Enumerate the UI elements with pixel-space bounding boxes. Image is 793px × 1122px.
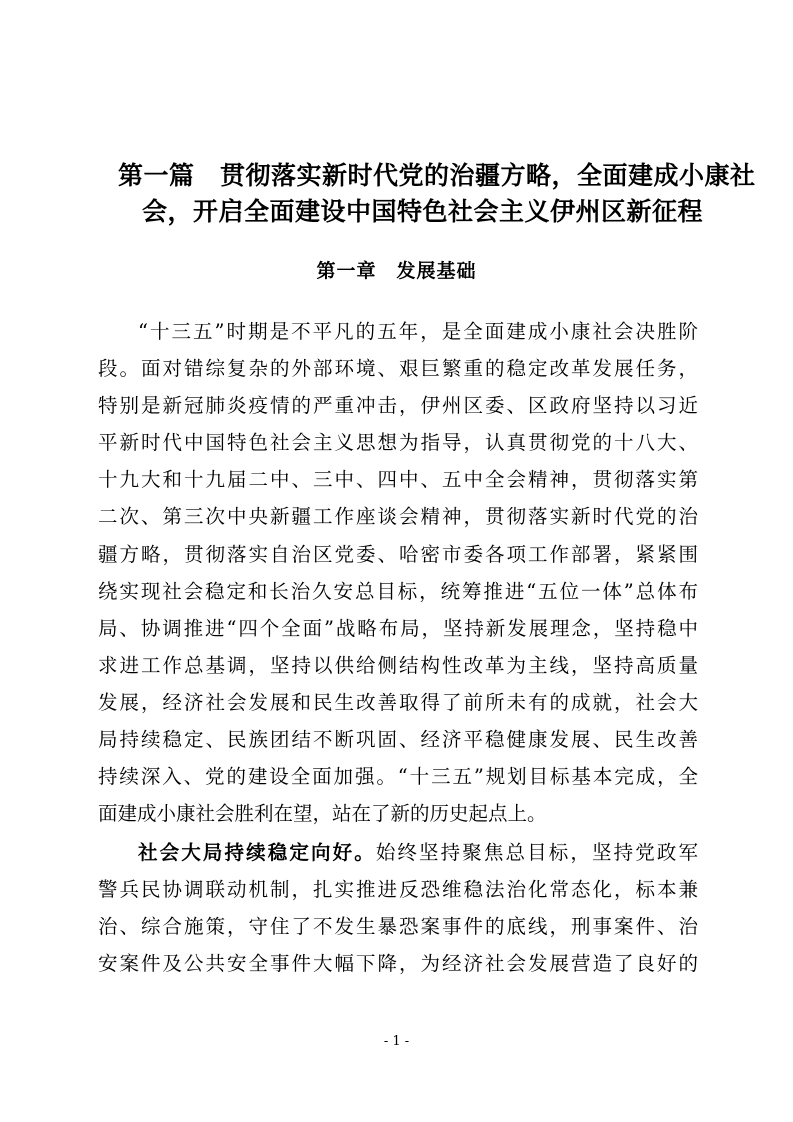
paragraph-line: 平新时代中国特色社会主义思想为指导，认真贯彻党的十八大、 [98, 431, 698, 455]
paragraph-line: 二次、第三次中央新疆工作座谈会精神，贯彻落实新时代党的治 [98, 505, 698, 529]
paragraph-line [98, 834, 698, 871]
paragraph-line: “十三五”时期是不平凡的五年，是全面建成小康社会决胜阶 [138, 320, 698, 343]
paragraph-development-overview [98, 313, 698, 832]
paragraph-line: 治、综合施策，守住了不发生暴恐案事件的底线，刑事案件、治 [98, 915, 698, 939]
paragraph-line: 特别是新冠肺炎疫情的严重冲击，伊州区委、区政府坚持以习近 [98, 394, 698, 418]
paragraph-social-stability [98, 834, 698, 982]
paragraph-line: 局、协调推进“四个全面”战略布局，坚持新发展理念，坚持稳中 [98, 616, 698, 640]
paragraph-line: 局持续稳定、民族团结不断巩固、经济平稳健康发展、民生改善 [98, 728, 698, 752]
paragraph-lead-heading: 社会大局持续稳定向好。 [138, 841, 376, 864]
paragraph-line: 警兵民协调联动机制，扎实推进反恐维稳法治化常态化，标本兼 [98, 878, 698, 902]
paragraph-line: 十九大和十九届二中、三中、四中、五中全会精神，贯彻落实第 [98, 468, 698, 492]
part-title-line-2: 会，开启全面建设中国特色社会主义伊州区新征程 [142, 197, 704, 226]
paragraph-line: 疆方略，贯彻落实自治区党委、哈密市委各项工作部署，紧紧围 [98, 542, 698, 566]
chapter-title: 第一章 发展基础 [316, 260, 477, 282]
paragraph-line: 安案件及公共安全事件大幅下降，为经济社会发展营造了良好的 [98, 952, 698, 976]
paragraph-line: 求进工作总基调，坚持以供给侧结构性改革为主线，坚持高质量 [98, 653, 698, 677]
paragraph-line: 绕实现社会稳定和长治久安总目标，统筹推进“五位一体”总体布 [98, 579, 698, 603]
paragraph-line: 发展，经济社会发展和民生改善取得了前所未有的成就，社会大 [98, 690, 698, 714]
paragraph-line: 面建成小康社会胜利在望，站在了新的历史起点上。 [98, 802, 547, 826]
paragraph-line: 段。面对错综复杂的外部环境、艰巨繁重的稳定改革发展任务， [98, 357, 698, 381]
page-number: - 1 - [383, 1034, 410, 1049]
part-title [118, 158, 756, 230]
paragraph-line: 持续深入、党的建设全面加强。“十三五”规划目标基本完成，全 [98, 765, 698, 789]
part-title-line-1: 第一篇 贯彻落实新时代党的治疆方略，全面建成小康社 [118, 161, 756, 190]
paragraph-line-text: 始终坚持聚焦总目标，坚持党政军 [375, 841, 698, 864]
